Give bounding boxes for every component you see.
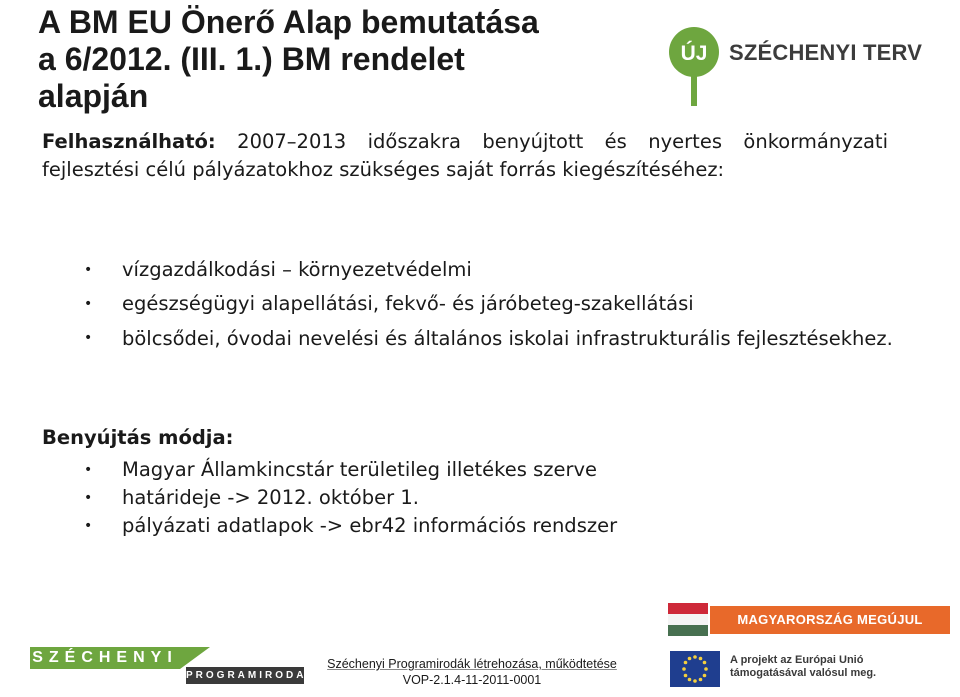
bullet-icon: • (84, 330, 93, 346)
wedge-shape-icon (180, 647, 210, 669)
szechenyi-terv-logo (668, 26, 928, 106)
hungarian-flag-icon (668, 603, 708, 636)
list-item-text: pályázati adatlapok -> ebr42 információs rendszer (122, 514, 618, 537)
submission-list (80, 456, 900, 540)
intro-paragraph (42, 128, 888, 184)
project-caption (312, 656, 632, 688)
submission-heading: Benyújtás módja: (42, 426, 234, 449)
flag-stripe-white (668, 614, 708, 625)
title-line-3: alapján (38, 78, 149, 114)
programiroda-label: PROGRAMIRODA (186, 667, 304, 684)
magyarorszag-megujul-banner: MAGYARORSZÁG MEGÚJUL (710, 606, 950, 634)
flag-stripe-red (668, 603, 708, 614)
eu-support-note (730, 654, 955, 680)
bullet-icon: • (84, 462, 93, 478)
eu-note-line-2: támogatásával valósul meg. (730, 667, 877, 679)
slide-title (38, 4, 658, 115)
purpose-list (80, 256, 900, 359)
szechenyi-label: SZÉCHENYI (30, 647, 180, 669)
project-title: Széchenyi Programirodák létrehozása, működtetése (327, 657, 617, 671)
intro-text: 2007–2013 időszakra benyújtott és nyertes önkormányzati fejlesztési célú pályázatokhoz szükséges saját forrás kiegészítéséhez: (42, 130, 888, 181)
project-code: VOP-2.1.4-11-2011-0001 (402, 673, 542, 687)
bullet-icon: • (84, 490, 93, 506)
location-pin-icon (668, 26, 720, 106)
list-item (80, 324, 900, 353)
list-item (80, 456, 900, 484)
bullet-icon: • (84, 262, 93, 278)
bullet-icon: • (84, 296, 93, 312)
svg-text:ÚJ: ÚJ (680, 42, 708, 65)
eu-flag-icon (670, 651, 720, 687)
szechenyi-terv-wordmark: SZÉCHENYI TERV (729, 40, 923, 65)
list-item-text: vízgazdálkodási – környezetvédelmi (122, 258, 472, 281)
flag-stripe-green (668, 625, 708, 636)
list-item (80, 484, 900, 512)
list-item-text: bölcsődei, óvodai nevelési és általános iskolai infrastrukturális fejlesztésekhez. (122, 327, 893, 350)
list-item-text: határideje -> 2012. október 1. (122, 486, 419, 509)
list-item-text: egészségügyi alapellátási, fekvő- és járóbeteg-szakellátási (122, 292, 694, 315)
list-item (80, 256, 900, 284)
list-item (80, 290, 900, 318)
szechenyi-programiroda-logo (30, 640, 305, 685)
list-item (80, 512, 900, 540)
bullet-icon: • (84, 518, 93, 534)
intro-label: Felhasználható: (42, 130, 216, 153)
title-line-1: A BM EU Önerő Alap bemutatása (38, 4, 539, 40)
list-item-text: Magyar Államkincstár területileg illetékes szerve (122, 458, 598, 481)
eu-note-line-1: A projekt az Európai Unió (730, 654, 864, 666)
title-line-2: a 6/2012. (III. 1.) BM rendelet (38, 41, 465, 77)
